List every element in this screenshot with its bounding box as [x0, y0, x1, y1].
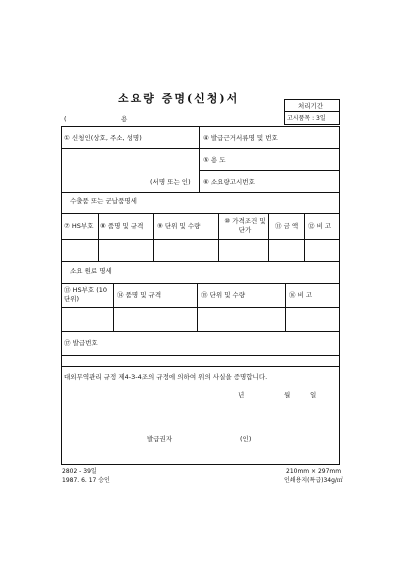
col-hs-code: ⑦ HS부호: [64, 222, 94, 230]
footer-size: 210mm × 297mm: [286, 468, 342, 475]
footer-paper: 인쇄용지(특급)34g/㎡: [284, 477, 343, 484]
certification-box: [61, 355, 340, 465]
processing-period-value: 고시품목 : 3일: [287, 115, 326, 122]
col-price-terms: ⑩ 가격조건 및 단가: [224, 217, 266, 235]
col-unit-qty: ⑨ 단위 및 수량: [157, 222, 201, 230]
divider: [61, 239, 340, 240]
divider: [61, 283, 340, 284]
issuer-label: 발급권자: [147, 435, 173, 443]
divider: [98, 213, 99, 261]
divider: [61, 192, 340, 193]
col-amount: ⑪ 금 액: [275, 222, 299, 230]
raw-col-item-spec: ⑭ 품명 및 규격: [117, 291, 162, 299]
divider: [197, 283, 198, 331]
processing-period-label: 처리기간: [298, 102, 324, 110]
divider: [61, 331, 340, 332]
divider: [199, 148, 340, 149]
divider: [268, 213, 269, 261]
divider: [61, 148, 199, 149]
col-remarks: ⑫ 비 고: [308, 222, 332, 230]
issue-basis-label: ④ 발급근거서류명 및 번호: [203, 134, 278, 142]
applicant-sign: (서명 또는 인): [150, 178, 191, 186]
raw-col-hs-code: ⑬ HS부호 (10단위): [64, 286, 108, 304]
cert-month: 월: [284, 391, 291, 399]
divider: [199, 126, 200, 192]
certification-text: 대외무역관리 규정 제4-3-4조의 규정에 의하여 위의 사실을 증명합니다.: [64, 373, 268, 381]
form-title: 소요량 증명(신청)서: [118, 92, 240, 105]
applicant-label: ① 신청인(상호, 주소, 성명): [64, 134, 142, 142]
divider: [284, 111, 340, 112]
raw-col-unit-qty: ⑮ 단위 및 수량: [201, 291, 246, 299]
type-open-paren: (: [64, 115, 67, 123]
divider: [199, 170, 340, 171]
divider: [218, 213, 219, 261]
divider: [61, 261, 340, 262]
issue-no-label: ⑰ 발급번호: [64, 339, 98, 347]
export-section-title: 수출품 또는 군납품명세: [70, 197, 137, 205]
divider: [285, 283, 286, 331]
cert-year: 년: [238, 391, 245, 399]
cert-day: 일: [310, 391, 317, 399]
divider: [113, 283, 114, 331]
divider: [61, 213, 340, 214]
footer-code: 2802 - 39일: [62, 468, 97, 475]
notice-no-label: ⑥ 소요량고시번호: [203, 178, 255, 186]
col-item-spec: ⑧ 품명 및 규격: [100, 222, 144, 230]
purpose-label: ⑤ 용 도: [203, 156, 226, 164]
issuer-seal: (인): [240, 435, 252, 443]
raw-col-remarks: ⑯ 비 고: [289, 291, 313, 299]
type-suffix: 용: [121, 115, 128, 123]
divider: [61, 307, 340, 308]
raw-section-title: 소요 원료 명세: [70, 267, 112, 275]
divider: [153, 213, 154, 261]
divider: [304, 213, 305, 261]
footer-approved: 1987. 6. 17 승인: [62, 477, 110, 484]
